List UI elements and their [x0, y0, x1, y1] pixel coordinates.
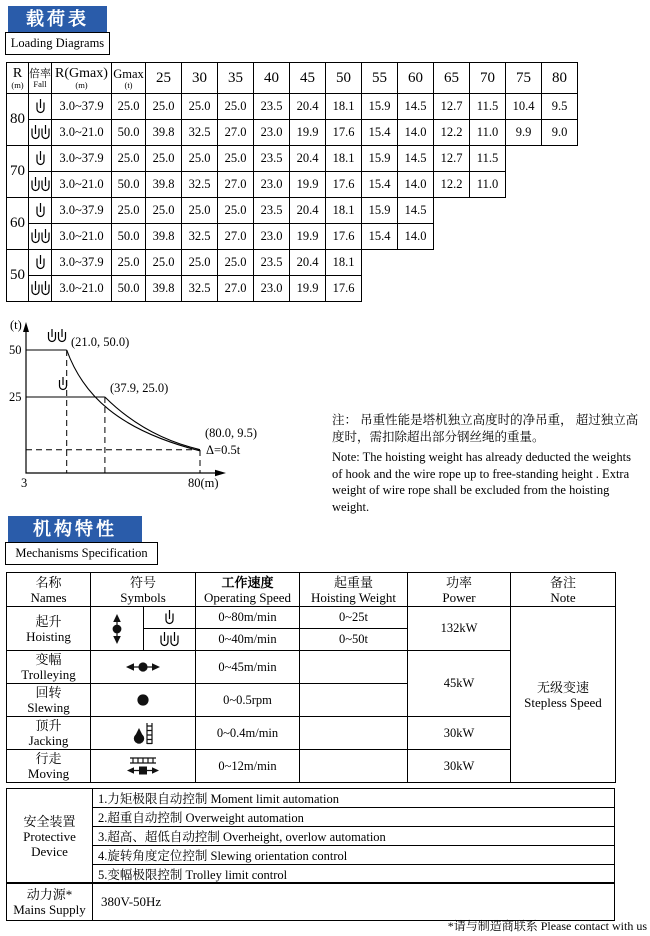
load-value-cell: 12.7	[434, 94, 470, 120]
gmax-cell: 25.0	[112, 146, 146, 172]
radius-row-label: 80	[7, 94, 29, 146]
jacking-speed: 0~0.4m/min	[196, 717, 300, 750]
load-value-cell: 23.0	[254, 120, 290, 146]
col-note: 备注 Note	[511, 573, 616, 607]
safety-item: 5.变幅极限控制 Trolley limit control	[93, 865, 615, 884]
single-fall-icon	[60, 377, 67, 390]
load-value-cell: 19.9	[290, 276, 326, 302]
moving-name: 行走 Moving	[7, 750, 91, 783]
load-value-cell: 39.8	[146, 224, 182, 250]
annotation-p3: (80.0, 9.5)	[205, 426, 258, 440]
load-value-cell: 14.5	[398, 198, 434, 224]
chart-dashed-guides	[26, 350, 200, 473]
hoisting-symbol-icon	[91, 607, 144, 651]
load-value-cell: 17.6	[326, 276, 362, 302]
fall-single-cell	[29, 146, 52, 172]
load-value-cell: 39.8	[146, 120, 182, 146]
loading-row	[7, 198, 578, 224]
hoisting-row-single	[7, 607, 616, 629]
annotation-delta: Δ=0.5t	[206, 443, 241, 457]
load-value-cell: 25.0	[182, 198, 218, 224]
col-weight: 起重量 Hoisting Weight	[300, 573, 408, 607]
radius-col-header: 35	[218, 63, 254, 94]
y-axis-arrow-icon	[23, 322, 29, 332]
loading-table	[6, 62, 578, 302]
loading-title-zh: 载荷表	[8, 6, 107, 32]
hoisting-power: 132kW	[408, 607, 511, 651]
radius-col-header: 50	[326, 63, 362, 94]
safety-row-2	[7, 808, 615, 827]
loading-row	[7, 276, 578, 302]
load-value-cell: 15.9	[362, 94, 398, 120]
radius-col-header: 25	[146, 63, 182, 94]
single-fall-icon	[35, 203, 46, 218]
load-value-cell: 18.1	[326, 250, 362, 276]
safety-item: 1.力矩极限自动控制 Moment limit automation	[93, 789, 615, 808]
load-value-cell: 15.4	[362, 224, 398, 250]
mains-supply-table	[6, 882, 615, 921]
y-axis-unit-label: (t)	[10, 318, 22, 332]
trolleying-name: 变幅 Trolleying	[7, 651, 91, 684]
load-value-cell: 25.0	[146, 198, 182, 224]
load-value-cell: 18.1	[326, 198, 362, 224]
radius-col-header: 55	[362, 63, 398, 94]
mains-row	[7, 883, 615, 921]
rgmax-range-cell: 3.0~37.9	[52, 94, 112, 120]
double-fall-curve	[67, 350, 200, 451]
jacking-name: 顶升 Jacking	[7, 717, 91, 750]
rgmax-range-cell: 3.0~37.9	[52, 146, 112, 172]
load-value-cell: 39.8	[146, 172, 182, 198]
load-value-cell: 10.4	[506, 94, 542, 120]
radius-col-header: 75	[506, 63, 542, 94]
gmax-cell: 50.0	[112, 276, 146, 302]
trolleying-symbol-icon	[91, 651, 196, 684]
x-tick-end: 80(m)	[188, 476, 219, 490]
hoisting-note	[332, 412, 644, 515]
load-value-cell: 14.5	[398, 94, 434, 120]
load-value-cell: 20.4	[290, 146, 326, 172]
hoisting-name: 起升 Hoisting	[7, 607, 91, 651]
load-value-cell: 32.5	[182, 224, 218, 250]
single-fall-icon	[164, 610, 175, 625]
loading-row	[7, 250, 578, 276]
fall-single-cell	[29, 250, 52, 276]
annotation-p2: (37.9, 25.0)	[110, 381, 169, 395]
hoisting-speed-double: 0~40m/min	[196, 629, 300, 651]
slewing-speed: 0~0.5rpm	[196, 684, 300, 717]
load-value-cell: 9.5	[542, 94, 578, 120]
load-value-cell: 23.0	[254, 172, 290, 198]
hoisting-weight-single: 0~25t	[300, 607, 408, 629]
load-value-cell: 11.0	[470, 120, 506, 146]
load-value-cell: 18.1	[326, 94, 362, 120]
mechanisms-title-zh: 机构特性	[8, 516, 142, 542]
double-fall-icon	[30, 281, 51, 296]
load-value-cell: 12.2	[434, 172, 470, 198]
single-fall-curve	[105, 397, 200, 450]
stepless-speed-note: 无级变速 Stepless Speed	[511, 607, 616, 783]
load-value-cell: 32.5	[182, 172, 218, 198]
col-header-gmax: Gmax (t)	[112, 63, 146, 94]
radius-col-header: 70	[470, 63, 506, 94]
gmax-cell: 25.0	[112, 198, 146, 224]
safety-row-1	[7, 789, 615, 808]
mechanisms-title-en: Mechanisms Specification	[5, 542, 158, 565]
col-header-fall: 倍率 Fall	[29, 63, 52, 94]
load-value-cell: 14.0	[398, 120, 434, 146]
load-value-cell: 20.4	[290, 250, 326, 276]
mains-label: 动力源* Mains Supply	[7, 883, 93, 921]
rgmax-range-cell: 3.0~21.0	[52, 172, 112, 198]
moving-speed: 0~12m/min	[196, 750, 300, 783]
load-value-cell: 25.0	[146, 250, 182, 276]
loading-section-header	[5, 6, 110, 55]
rgmax-range-cell: 3.0~37.9	[52, 198, 112, 224]
load-value-cell: 11.0	[470, 172, 506, 198]
jacking-symbol-icon	[91, 717, 196, 750]
load-value-cell: 12.2	[434, 120, 470, 146]
load-value-cell: 25.0	[182, 250, 218, 276]
trolleying-weight	[300, 651, 408, 684]
radius-col-header: 65	[434, 63, 470, 94]
load-value-cell: 27.0	[218, 120, 254, 146]
load-value-cell: 18.1	[326, 146, 362, 172]
load-value-cell: 25.0	[218, 94, 254, 120]
loading-row	[7, 94, 578, 120]
x-tick-origin: 3	[21, 476, 28, 490]
double-fall-icon	[159, 632, 180, 647]
load-curve-chart	[8, 315, 344, 505]
load-value-cell: 17.6	[326, 224, 362, 250]
fall-double-cell	[144, 629, 196, 651]
double-fall-icon	[30, 125, 51, 140]
load-value-cell: 9.9	[506, 120, 542, 146]
contact-footnote: *请与制造商联系 Please contact with us	[447, 919, 647, 933]
jacking-power: 30kW	[408, 717, 511, 750]
load-value-cell: 19.9	[290, 120, 326, 146]
gmax-cell: 50.0	[112, 224, 146, 250]
load-value-cell: 27.0	[218, 276, 254, 302]
gmax-cell: 25.0	[112, 94, 146, 120]
load-value-cell: 27.0	[218, 172, 254, 198]
loading-row	[7, 224, 578, 250]
load-value-cell: 11.5	[470, 146, 506, 172]
rgmax-range-cell: 3.0~21.0	[52, 276, 112, 302]
loading-row	[7, 146, 578, 172]
load-value-cell: 25.0	[146, 94, 182, 120]
moving-symbol-icon	[91, 750, 196, 783]
col-power: 功率 Power	[408, 573, 511, 607]
double-fall-icon	[49, 329, 66, 342]
load-value-cell: 14.5	[398, 146, 434, 172]
loading-row	[7, 172, 578, 198]
load-value-cell: 25.0	[182, 146, 218, 172]
load-value-cell: 17.6	[326, 172, 362, 198]
load-value-cell: 25.0	[182, 94, 218, 120]
safety-item: 4.旋转角度定位控制 Slewing orientation control	[93, 846, 615, 865]
rgmax-range-cell: 3.0~37.9	[52, 250, 112, 276]
trolleying-speed: 0~45m/min	[196, 651, 300, 684]
double-fall-icon	[30, 177, 51, 192]
safety-label: 安全装置 Protective Device	[7, 789, 93, 884]
load-value-cell: 15.9	[362, 146, 398, 172]
moving-weight	[300, 750, 408, 783]
mechanisms-section-header	[5, 516, 158, 565]
load-value-cell: 20.4	[290, 198, 326, 224]
loading-table-header-row	[7, 63, 578, 94]
fall-double-cell	[29, 276, 52, 302]
single-fall-icon	[35, 255, 46, 270]
radius-row-label: 70	[7, 146, 29, 198]
safety-item: 3.超高、超低自动控制 Overheight, overlow automation	[93, 827, 615, 846]
col-names: 名称 Names	[7, 573, 91, 607]
col-header-radius: R (m)	[7, 63, 29, 94]
hoisting-weight-double: 0~50t	[300, 629, 408, 651]
load-value-cell: 32.5	[182, 276, 218, 302]
slewing-name: 回转 Slewing	[7, 684, 91, 717]
load-value-cell: 9.0	[542, 120, 578, 146]
safety-item: 2.超重自动控制 Overweight automation	[93, 808, 615, 827]
load-value-cell: 20.4	[290, 94, 326, 120]
fall-double-cell	[29, 120, 52, 146]
rgmax-range-cell: 3.0~21.0	[52, 224, 112, 250]
col-symbols: 符号 Symbols	[91, 573, 196, 607]
safety-table	[6, 788, 615, 884]
gmax-cell: 50.0	[112, 120, 146, 146]
radius-col-header: 80	[542, 63, 578, 94]
col-header-rgmax: R(Gmax) (m)	[52, 63, 112, 94]
load-value-cell: 11.5	[470, 94, 506, 120]
radius-col-header: 40	[254, 63, 290, 94]
load-value-cell: 39.8	[146, 276, 182, 302]
load-value-cell: 23.5	[254, 250, 290, 276]
note-en: Note: The hoisting weight has already deducted the weights of hook and the wire rope up to free-standing height . Extra weight of wire rope shall be excluded from the hoisting weight.	[332, 450, 631, 514]
col-speed: 工作速度 Operating Speed	[196, 573, 300, 607]
load-value-cell: 25.0	[218, 198, 254, 224]
safety-row-4	[7, 846, 615, 865]
trolleying-slewing-power: 45kW	[408, 651, 511, 717]
fall-double-cell	[29, 172, 52, 198]
load-value-cell: 19.9	[290, 224, 326, 250]
load-value-cell: 25.0	[218, 250, 254, 276]
fall-single-cell	[29, 94, 52, 120]
annotation-p1: (21.0, 50.0)	[71, 335, 130, 349]
safety-row-3	[7, 827, 615, 846]
loading-row	[7, 120, 578, 146]
load-value-cell: 25.0	[146, 146, 182, 172]
load-value-cell: 23.0	[254, 276, 290, 302]
load-value-cell: 17.6	[326, 120, 362, 146]
load-value-cell: 23.0	[254, 224, 290, 250]
radius-col-header: 30	[182, 63, 218, 94]
double-fall-icon	[30, 229, 51, 244]
y-tick-25: 25	[9, 390, 22, 404]
loading-title-en: Loading Diagrams	[5, 32, 110, 55]
chart-axes	[26, 331, 218, 473]
load-value-cell: 15.4	[362, 172, 398, 198]
safety-row-5	[7, 865, 615, 884]
note-zh: 注： 吊重性能是塔机独立高度时的净吊重， 超过独立高度时，需扣除超出部分钢丝绳的重量。	[332, 413, 639, 444]
radius-col-header: 60	[398, 63, 434, 94]
load-value-cell: 23.5	[254, 198, 290, 224]
radius-col-header: 45	[290, 63, 326, 94]
load-value-cell: 32.5	[182, 120, 218, 146]
load-value-cell: 14.0	[398, 172, 434, 198]
single-fall-icon	[35, 151, 46, 166]
jacking-weight	[300, 717, 408, 750]
load-value-cell: 25.0	[218, 146, 254, 172]
load-value-cell: 14.0	[398, 224, 434, 250]
load-value-cell: 23.5	[254, 146, 290, 172]
hoisting-speed-single: 0~80m/min	[196, 607, 300, 629]
gmax-cell: 50.0	[112, 172, 146, 198]
gmax-cell: 25.0	[112, 250, 146, 276]
mains-value: 380V-50Hz	[93, 883, 615, 921]
fall-double-cell	[29, 224, 52, 250]
load-value-cell: 19.9	[290, 172, 326, 198]
moving-power: 30kW	[408, 750, 511, 783]
mechanisms-header-row	[7, 573, 616, 607]
single-fall-icon	[35, 99, 46, 114]
rgmax-range-cell: 3.0~21.0	[52, 120, 112, 146]
slewing-weight	[300, 684, 408, 717]
mechanisms-table	[6, 572, 616, 783]
load-value-cell: 12.7	[434, 146, 470, 172]
load-value-cell: 15.9	[362, 198, 398, 224]
fall-single-cell	[144, 607, 196, 629]
y-tick-50: 50	[9, 343, 22, 357]
fall-single-cell	[29, 198, 52, 224]
radius-row-label: 60	[7, 198, 29, 250]
load-value-cell: 27.0	[218, 224, 254, 250]
load-value-cell: 15.4	[362, 120, 398, 146]
slewing-symbol-icon	[91, 684, 196, 717]
load-value-cell: 23.5	[254, 94, 290, 120]
radius-row-label: 50	[7, 250, 29, 302]
